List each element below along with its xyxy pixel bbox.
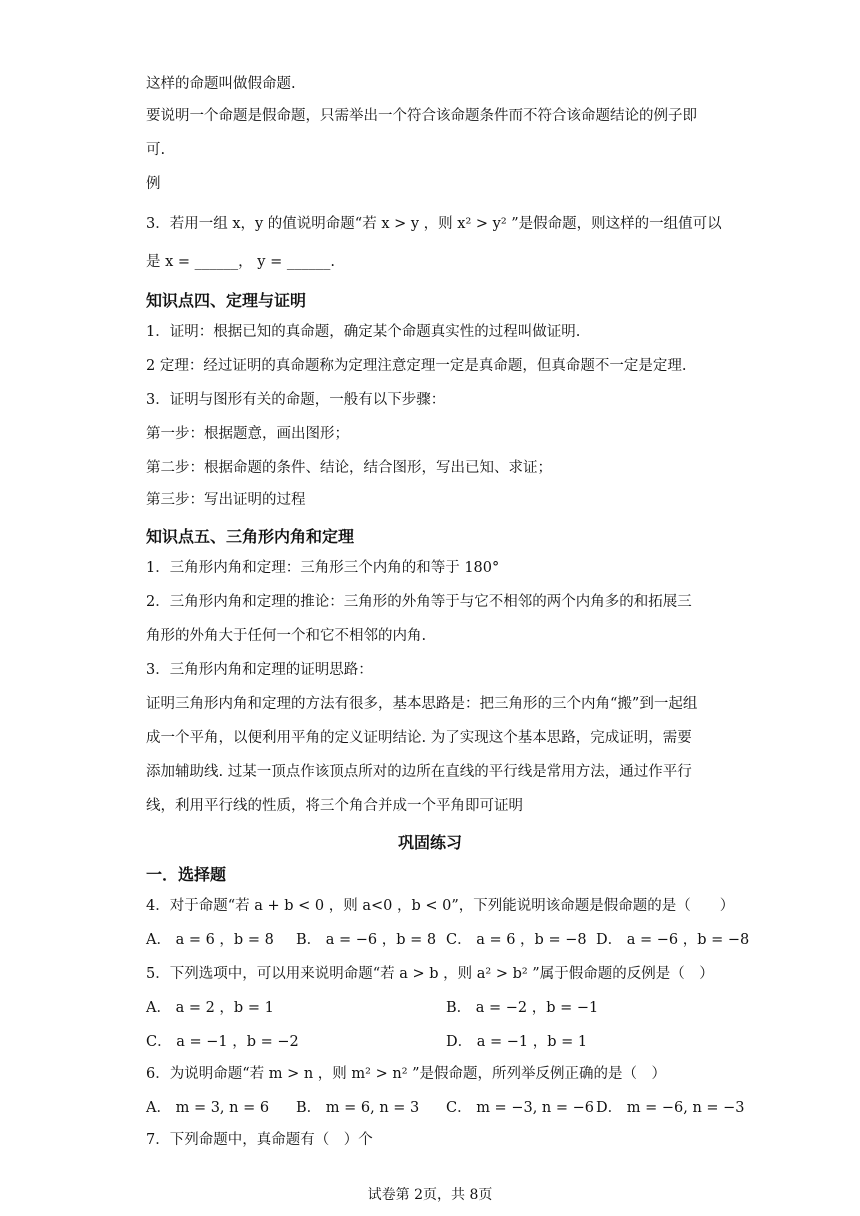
question-5-option-b[interactable]: B． a = −2 ，b = −1 bbox=[446, 1000, 599, 1016]
section-5-item: 1．三角形内角和定理：三角形三个内角的和等于 180° bbox=[146, 560, 500, 576]
text-line: 例 bbox=[146, 176, 161, 192]
question-4-option-c[interactable]: C． a = 6 ，b = −8 bbox=[446, 932, 587, 948]
question-6-option-b[interactable]: B． m = 6, n = 3 bbox=[296, 1100, 420, 1116]
text-line: 这样的命题叫做假命题. bbox=[146, 76, 296, 92]
question-3-blanks: 是 x = ______， y = ______. bbox=[146, 254, 335, 270]
section-4-item: 第二步：根据命题的条件、结论，结合图形，写出已知、求证； bbox=[146, 460, 552, 476]
section-4-item: 1．证明：根据已知的真命题，确定某个命题真实性的过程叫做证明. bbox=[146, 324, 581, 340]
question-4-option-d[interactable]: D． a = −6 ，b = −8 bbox=[596, 932, 750, 948]
section-5-item: 证明三角形内角和定理的方法有很多，基本思路是：把三角形的三个内角“搬”到一起组 bbox=[146, 696, 698, 712]
question-6-option-a[interactable]: A． m = 3, n = 6 bbox=[146, 1100, 270, 1116]
practice-title: 巩固练习 bbox=[397, 833, 462, 852]
section-5-item: 添加辅助线. 过某一顶点作该顶点所对的边所在直线的平行线是常用方法，通过作平行 bbox=[146, 764, 692, 780]
practice-subtitle: 一．选择题 bbox=[146, 865, 227, 884]
section-5-item: 成一个平角，以便利用平角的定义证明结论. 为了实现这个基本思路，完成证明，需要 bbox=[146, 730, 692, 746]
question-5-option-d[interactable]: D． a = −1 ，b = 1 bbox=[446, 1034, 588, 1050]
section-5-item: 角形的外角大于任何一个和它不相邻的内角. bbox=[146, 628, 427, 644]
question-7-stem: 7．下列命题中，真命题有（ ）个 bbox=[146, 1132, 373, 1148]
text-line: 可. bbox=[146, 142, 166, 158]
question-6-option-c[interactable]: C． m = −3, n = −6 bbox=[446, 1100, 594, 1116]
section-4-item: 第三步：写出证明的过程 bbox=[146, 492, 306, 508]
section-5-item: 线，利用平行线的性质，将三个角合并成一个平角即可证明 bbox=[146, 798, 523, 814]
question-4-option-b[interactable]: B． a = −6 ，b = 8 bbox=[296, 932, 437, 948]
section-5-item: 2．三角形内角和定理的推论：三角形的外角等于与它不相邻的两个内角多的和拓展三 bbox=[146, 594, 692, 610]
question-4-option-a[interactable]: A． a = 6 ，b = 8 bbox=[146, 932, 274, 948]
text-line: 要说明一个命题是假命题，只需举出一个符合该命题条件而不符合该命题结论的例子即 bbox=[146, 108, 697, 124]
question-5-option-a[interactable]: A． a = 2 ，b = 1 bbox=[146, 1000, 274, 1016]
section-4-item: 第一步：根据题意，画出图形； bbox=[146, 426, 349, 442]
section-4-item: 3．证明与图形有关的命题，一般有以下步骤： bbox=[146, 392, 446, 408]
question-5-option-c[interactable]: C． a = −1 ，b = −2 bbox=[146, 1034, 299, 1050]
question-5-stem: 5．下列选项中，可以用来说明命题“若 a > b ，则 a² > b² ”属于假命题的反例是（ ） bbox=[146, 966, 714, 982]
section-5-item: 3．三角形内角和定理的证明思路： bbox=[146, 662, 373, 678]
question-6-stem: 6．为说明命题“若 m > n ，则 m² > n² ”是假命题，所列举反例正确的是（ ） bbox=[146, 1066, 667, 1082]
section-4-item: 2 定理：经过证明的真命题称为定理注意定理一定是真命题，但真命题不一定是定理. bbox=[146, 358, 687, 374]
question-6-option-d[interactable]: D． m = −6, n = −3 bbox=[596, 1100, 745, 1116]
question-4-stem: 4．对于命题“若 a + b < 0 ，则 a<0 ，b < 0”，下列能说明该命题是假命题的是（ ） bbox=[146, 898, 735, 914]
section-4-title: 知识点四、定理与证明 bbox=[146, 291, 307, 310]
question-3-stem: 3．若用一组 x，y 的值说明命题“若 x > y ，则 x² > y² ”是假命题，则这样的一组值可以 bbox=[146, 216, 722, 232]
section-5-title: 知识点五、三角形内角和定理 bbox=[146, 527, 355, 546]
page-footer: 试卷第 2页，共 8页 bbox=[367, 1187, 493, 1203]
